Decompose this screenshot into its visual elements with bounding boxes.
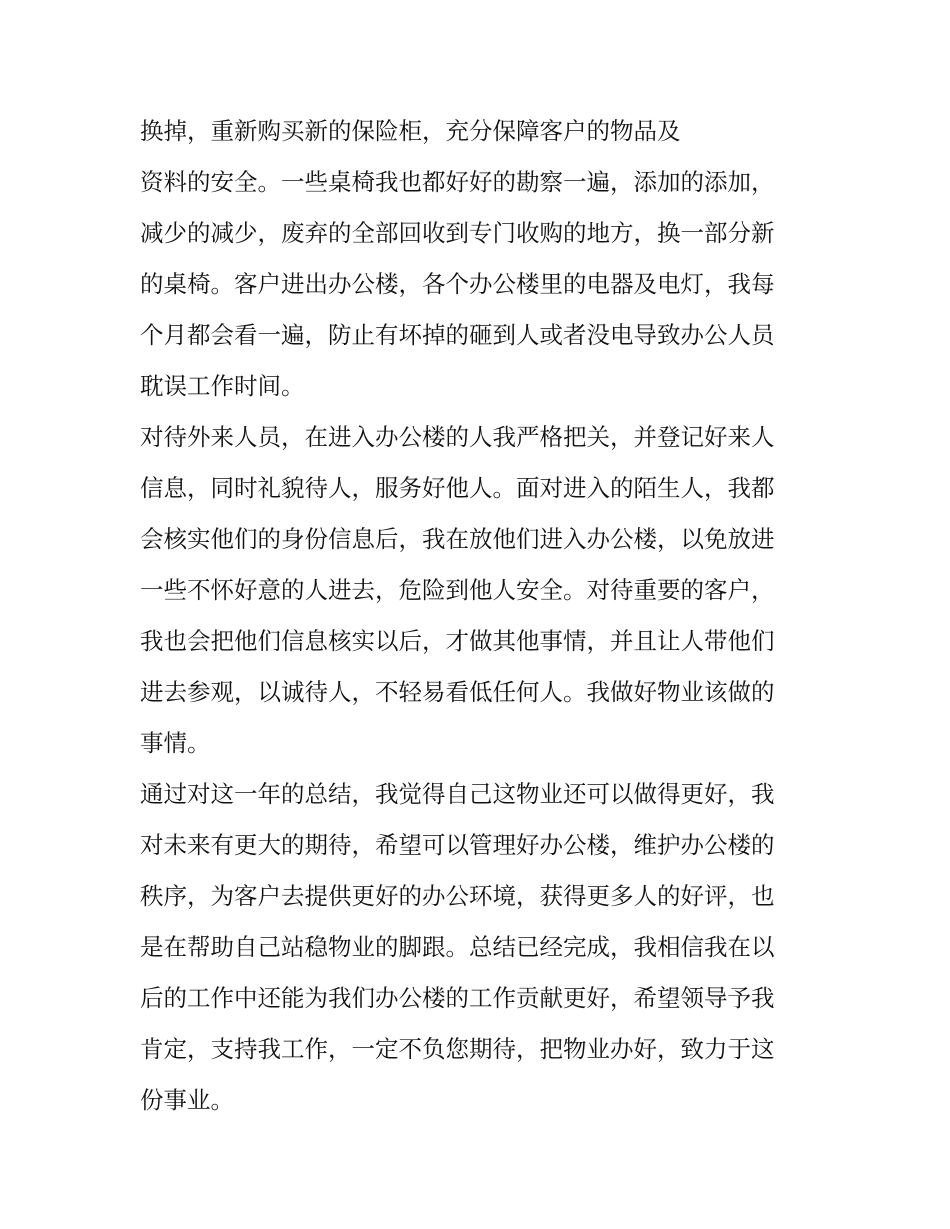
text-line: 资料的安全。一些桌椅我也都好好的勘察一遍，添加的添加， — [140, 168, 775, 196]
text-line: 会核实他们的身份信息后，我在放他们进入办公楼，以免放进 — [140, 525, 775, 553]
document-body — [140, 106, 820, 1126]
text-line: 我也会把他们信息核实以后，才做其他事情，并且让人带他们 — [140, 627, 775, 655]
text-line: 后的工作中还能为我们办公楼的工作贡献更好，希望领导予我 — [140, 984, 775, 1012]
text-line: 对未来有更大的期待，希望可以管理好办公楼，维护办公楼的 — [140, 831, 775, 859]
text-line: 换掉，重新购买新的保险柜，充分保障客户的物品及 — [140, 117, 681, 145]
text-line: 事情。 — [140, 729, 211, 757]
text-line: 份事业。 — [140, 1086, 234, 1114]
text-line: 对待外来人员，在进入办公楼的人我严格把关，并登记好来人 — [140, 423, 775, 451]
text-line: 秩序，为客户去提供更好的办公环境，获得更多人的好评，也 — [140, 882, 775, 910]
text-line: 一些不怀好意的人进去，危险到他人安全。对待重要的客户， — [140, 576, 775, 604]
text-line: 通过对这一年的总结，我觉得自己这物业还可以做得更好，我 — [140, 780, 775, 808]
text-line: 肯定，支持我工作，一定不负您期待，把物业办好，致力于这 — [140, 1035, 775, 1063]
text-line: 减少的减少，废弃的全部回收到专门收购的地方，换一部分新 — [140, 219, 775, 247]
text-line: 进去参观，以诚待人，不轻易看低任何人。我做好物业该做的 — [140, 678, 775, 706]
text-line: 个月都会看一遍，防止有坏掉的砸到人或者没电导致办公人员 — [140, 321, 775, 349]
text-line: 耽误工作时间。 — [140, 372, 305, 400]
text-line: 是在帮助自己站稳物业的脚跟。总结已经完成，我相信我在以 — [140, 933, 775, 961]
text-line: 信息，同时礼貌待人，服务好他人。面对进入的陌生人，我都 — [140, 474, 775, 502]
text-line: 的桌椅。客户进出办公楼，各个办公楼里的电器及电灯，我每 — [140, 270, 775, 298]
